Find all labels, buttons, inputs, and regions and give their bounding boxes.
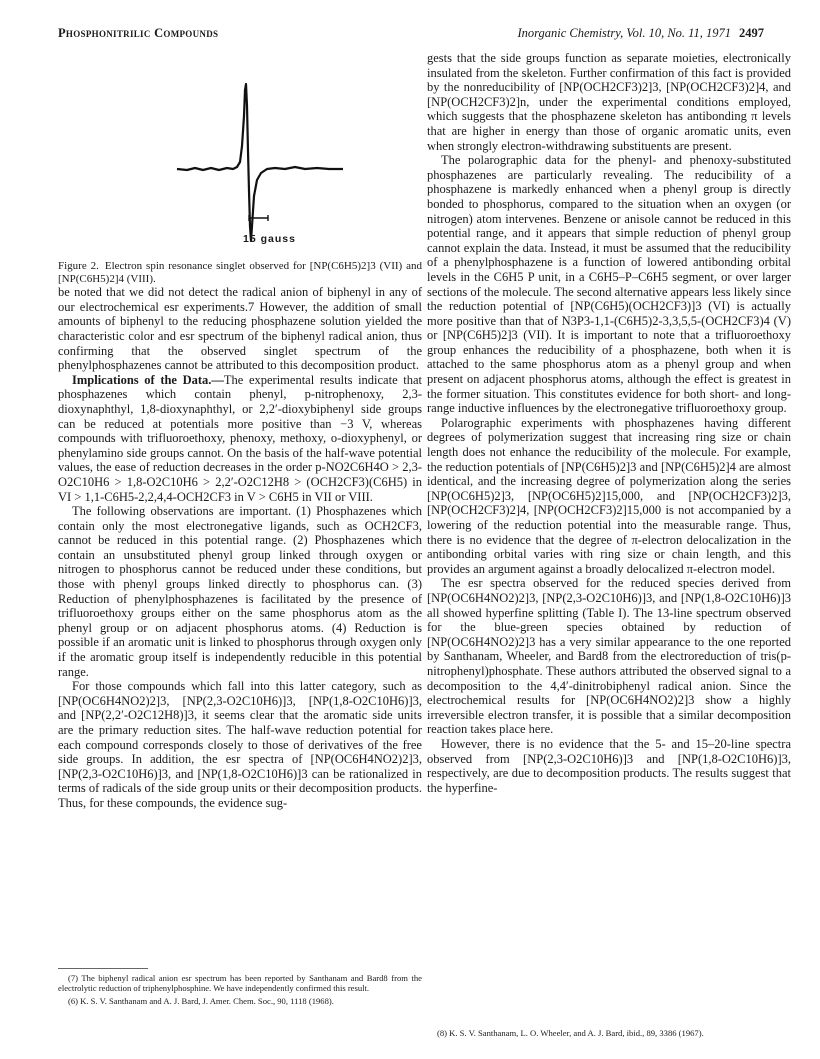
paragraph: However, there is no evidence that the 5- and 15–20-line spectra observed from [NP(2,3-O2C10H6)]3 and [NP(1,8-O2C10H6)]3, respectively, are due to decomposition products. The results suggest that the hyperfine- [427,736,791,795]
figure-caption-text: Electron spin resonance singlet observed for [NP(C6H5)2]3 (VII) and [NP(C6H5)2]4 (VIII). [58,260,422,285]
footnote: (6) K. S. V. Santhanam and A. J. Bard, J. Amer. Chem. Soc., 90, 1118 (1968). [68,995,334,1006]
paragraph: gests that the side groups function as separate moieties, electronically insulated from the skeleton. Further confirmation of this fact is provided by the nonreducibility of [NP(OCH2CF3)2]3, [NP(OCH2CF3)2]4, and [NP(OCH2CF3)2]n, under the experimental conditions employed, which suggests that the phosphazene skeleton has antibonding π levels that are higher in energy than those of organic aromatic units, even when strongly electron-withdrawing substituents are present. [427,51,791,153]
right-column [427,51,791,795]
running-title: Phosphonitrilic Compounds [58,26,219,40]
scale-bar-label: 15 gauss [243,233,296,245]
footnote: (8) K. S. V. Santhanam, L. O. Wheeler, and A. J. Bard, ibid., 89, 3386 (1967). [437,1028,704,1038]
paragraph: be noted that we did not detect the radical anion of biphenyl in any of our electrochemical esr experiments.7 However, the addition of small amounts of biphenyl to the reducing phosphazene solution yielded the characteristic color and esr spectrum of the biphenyl radical anion, thus confirming that the observed singlet spectrum of the phenylphosphazenes cannot be attributed to this decomposition product. [58,285,422,373]
page-number: 2497 [739,26,764,40]
footnotes-left [58,968,422,1008]
figure-caption [58,260,422,285]
running-header-right [517,26,764,41]
paragraph-implications [58,373,422,504]
paragraph: The following observations are important. (1) Phosphazenes which contain only the most electronegative ligands, such as OCH2CF3, cannot be reduced in this potential range. (2) Phosphazenes which contain an unsubstituted phenyl group linked through oxygen or nitrogen to phosphorus cannot be reduced under these conditions, but those with phenyl groups linked directly to phosphorus can. (3) Reduction of phenylphosphazenes is facilitated by the presence of trifluoroethoxy groups either on the same phosphorus atom as the phenyl group or on adjacent phosphorus atoms. (4) Reduction is possible if an aromatic unit is linked to phosphorus through oxygen only if the aromatic group itself is independently reducible in this potential range. [58,504,422,679]
section-heading: Implications of the Data.— [72,372,224,387]
paragraph: Polarographic experiments with phosphazenes having different degrees of polymerization suggest that increasing ring size or chain length does not enhance the reducibility of the molecule. For example, the reduction potentials of [NP(C6H5)2]3 and [NP(C6H5)2]4 are almost identical, and the increasing degree of polymerization along the series [NP(OC6H5)2]3, [NP(OC6H5)2]15,000, and [NP(OCH2CF3)2]3, [NP(OCH2CF3)2]4, [NP(OCH2CF3)2]15,000 is not accompanied by a lowering of the reduction potential into the measurable range. Thus, there is no evidence that the degree of π-electron delocalization in the antibonding orbital varies with ring size or chain length, and this provides an argument against a broadly delocalized π-electron model. [427,415,791,576]
journal-citation: Inorganic Chemistry, Vol. 10, No. 11, 1971 [517,26,731,40]
footnote: (7) The biphenyl radical anion esr spectrum has been reported by Santhanam and Bard8 from the electrolytic reduction of triphenylphosphine. We have independently confirmed this result. [58,973,422,994]
paragraph: For those compounds which fall into this latter category, such as [NP(OC6H4NO2)2]3, [NP(2,3-O2C10H6)]3, [NP(1,8-O2C10H6)]3, and [NP(2,2′-O2C12H8)]3, it seems clear that the aromatic side units are the primary reduction sites. The half-wave reduction potential for each compound corresponds closely to those of derivatives of the free side groups. In addition, the esr spectra of [NP(OC6H4NO2)2]3, [NP(2,3-O2C10H6)]3, and [NP(1,8-O2C10H6)]3 can be rationalized in terms of radicals of the side group units or their decomposition products. Thus, for these compounds, the evidence sug- [58,679,422,810]
paragraph: The esr spectra observed for the reduced species derived from [NP(OC6H4NO2)2]3, [NP(2,3-O2C10H6)]3, and [NP(1,8-O2C10H6)]3 all showed hyperfine splitting (Table I). The 13-line spectrum observed for the blue-green species obtained by reduction of [NP(OC6H4NO2)2]3 has a very similar appearance to the one reported by Santhanam, Wheeler, and Bard8 from the electroreduction of tris(p-nitrophenyl)phosphate. These authors attributed the observed signal to a decomposition to the 4,4′-dinitrobiphenyl radical anion. Since the electrochemical results for [NP(OC6H4NO2)2]3 show a highly irreversible electron transfer, it is possible that a similar decomposition reaction takes place here. [427,576,791,737]
footnote-rule [58,968,148,969]
footnotes-right [427,1028,791,1040]
left-column [58,50,422,811]
esr-spectrum-plot [173,76,353,251]
figure-2 [58,50,422,260]
paragraph-text: The experimental results indicate that phosphazenes which contain phenyl, p-nitrophenoxy, 2,3-dioxynaphthyl, 1,8-dioxynaphthyl, or 2,2′-dioxybiphenyl side groups can be reduced at potentials more positive than −3 V, whereas compounds with trifluoroethoxy, phenoxy, methoxy, o-dioxyphenyl, or phenylamino side groups cannot. On the basis of the half-wave potential values, the ease of reduction decreases in the order p-NO2C6H4O > 2,3-O2C10H6 > 1,8-O2C10H6 > 2,2′-O2C12H8 > (OCH2CF3)(C6H5) in VI > 1,1-C6H5-2,2,4,4-OCH2CF3 in V > C6H5 in VII or VIII. [58,372,422,504]
paragraph: The polarographic data for the phenyl- and phenoxy-substituted phosphazenes are particularly revealing. The reducibility of a phosphazene is markedly enhanced when a phenyl group is directly bonded to phosphorus, compared to the situation when an oxygen (or nitrogen) atom intervenes. Benzene or anisole cannot be reduced in this potential range, and it appears that simple reduction of phenyl group cannot explain the data. Instead, it must be assumed that the reducibility of a phenylphosphazene is a function of lowered antibonding orbital levels in the C6H5 P unit, in a C6H5–P–C6H5 segment, or over larger sections of the molecule. The second alternative appears less likely since the reduction potential of [NP(C6H5)(OCH2CF3)]3 (VI) is actually more positive than that of N3P3-1,1-(C6H5)2-3,3,5,5-(OCH2CF3)4 (V) or [NP(C6H5)2]3 (VII). It is important to note that a trifluoroethoxy group enhances the reducibility of a phosphazene, both when it is attached to the same phosphorus atom as a phenyl group and when present on adjacent phosphorus atoms, although the effect is greatest in the former situation. This constitutes evidence for both short- and long-range inductive influences by the electronegative trifluoroethoxy group. [427,153,791,416]
figure-caption-label: Figure 2. [58,260,99,272]
